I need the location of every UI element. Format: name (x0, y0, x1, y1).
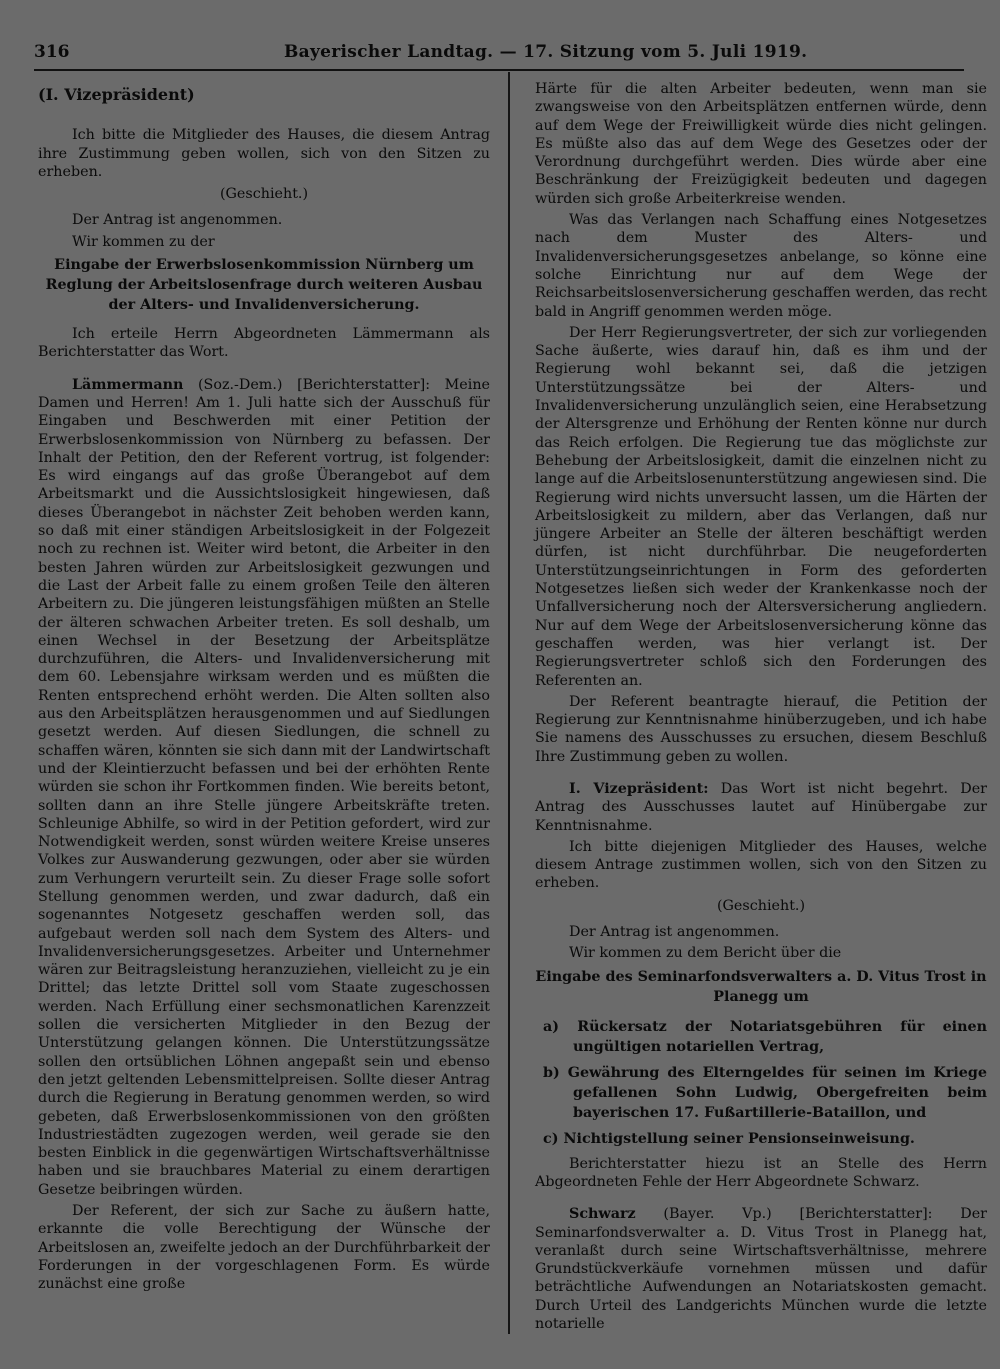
speech-text: Meine Damen und Herren! Am 1. Juli hatte sich der Ausschuß für Eingaben und Beschwerden mit einer Petition der Erwerbslosenkommission von Nürnberg zu befassen. Der Inhalt der Petition, den der Referent vortrug, ist folgender: Es wird eingangs auf das große Überangebot auf dem Arbeitsmarkt und die Aussichtslosigkeit hingewiesen, daß dieses Überangebot in nächster Zeit behoben werden kann, so daß mit einer ständigen Arbeitslosigkeit in der Folgezeit noch zu rechnen ist. Weiter wird betont, die Arbeiter in den besten Jahren würden zur Arbeitslosigkeit gezwungen und die Last der Arbeit falle zu einem großen Teile den älteren Arbeitern zu. Die jüngeren leistungsfähigen müßten an Stelle der älteren schwachen Arbeiter treten. Es soll deshalb, um einen Wechsel in der Besetzung der Arbeitsplätze durchzuführen, die Alters- und Invalidenversicherung mit dem 60. Lebensjahre wirksam werden und es müßten die Renten entsprechend erhöht werden. Die Alten sollten also aus den Arbeitsplätzen herausgenommen und auf Siedlungen gesetzt werden. Auf diesen Siedlungen, die schnell zu schaffen wären, könnten sie sich dann mit der Landwirtschaft und der Kleintierzucht befassen und bei der erhöhten Rente würden sie schon ihr Fortkommen finden. Wie bereits betont, sollten dann an ihre Stelle jüngere Arbeitskräfte treten. Schleunige Abhilfe, so wird in der Petition gefordert, wird zur Notwendigkeit werden, sonst würden weitere Kreise unseres Volkes zur Auswanderung gezwungen, oder aber sie würden zum Verhungern verurteilt sein. Zu dieser Frage solle sofort Stellung genommen werden, und zwar dadurch, daß ein sogenanntes Notgesetz geschaffen werden soll, das aufgebaut werden soll nach dem System des Alters- und Invalidenversicherungsgesetzes. Arbeiter und Unternehmer wären zur Beitragsleistung heranzuziehen, vielleicht zu je ein Drittel; das letzte Drittel soll vom Staate zugeschossen werden. Nach Erfüllung einer sechsmonatlichen Karenzzeit sollen die versicherten Mitglieder in den Bezug der Unterstützung gelangen können. Die Unterstützungssätze sollen den ortsüblichen Löhnen angepaßt sein und ebenso den jetzt geltenden Lebensmittelpreisen. Sollte dieser Antrag durch die Regierung in Beratung genommen werden, so wird gebeten, daß Erwerbslosenkommissionen von den größten Industriestädten zugezogen werden, weil gerade sie den besten Einblick in die gegenwärtigen Wirtschaftsverhältnisse haben und sie brauchbares Material zu einem derartigen Gesetze beibringen würden. (38, 376, 490, 1198)
paragraph: Der Referent beantragte hierauf, die Petition der Regierung zur Kenntnisnahme hinüberzugeben, und ich habe Sie namens des Ausschusses zu ersuchen, diesem Beschluß Ihre Zustimmung geben zu wollen. (535, 693, 987, 765)
paragraph: Ich erteile Herrn Abgeordneten Lämmermann als Berichterstatter das Wort. (38, 326, 490, 361)
paragraph: Der Antrag ist angenommen. (569, 924, 780, 941)
paragraph: Ich bitte diejenigen Mitglieder des Hauses, welche diesem Antrage zustimmen wollen, sich von den Sitzen zu erheben. (535, 838, 987, 892)
speaker-name: Schwarz (569, 1206, 636, 1223)
agenda-item: c) Nichtigstellung seiner Pensionseinweisung. (543, 1130, 915, 1147)
paragraph: Wir kommen zu dem Bericht über die (569, 945, 842, 962)
paragraph: Der Herr Regierungsvertreter, der sich zur vorliegenden Sache äußerte, wies darauf hin, daß es ihm und der Regierung wohl bekannt sei, daß die jetzigen Unterstützungssätze bei der Alters- und Invalidenversicherung unzulänglich seien, eine Herabsetzung der Altersgrenze und Erhöhung der Renten könne nur durch das Reich erfolgen. Die Regierung tue das möglichste zur Behebung der Arbeitslosigkeit, damit die einzelnen nicht zu lange auf die Arbeitslosenunterstützung angewiesen sind. Die Regierung wird nichts unversucht lassen, um die Härten der Arbeitslosigkeit zu mildern, aber das Verlangen, daß nur jüngere Arbeiter an Stelle der älteren beschäftigt werden dürfen, ist nicht durchführbar. Die neugeforderten Unterstützungseinrichtungen in Form des geforderten Notgesetzes ließen sich weder der Krankenkasse noch der Unfallversicherung noch der Altersversicherung angliedern. Nur auf dem Wege der Arbeitslosenversicherung könne das geschaffen werden, was hier verlangt ist. Der Regierungsvertreter schloß sich den Forderungen des Referenten an. (535, 324, 987, 689)
header-rule (34, 69, 964, 71)
paragraph: Der Referent, der sich zur Sache zu äußern hatte, erkannte die volle Berechtigung der Wünsche der Arbeitslosen an, zweifelte jedoch an der Durchführbarkeit der Forderungen in der vorgeschlagenen Form. Es würde zunächst eine große (38, 1203, 490, 1293)
speech-paragraph (535, 780, 987, 835)
paragraph: Härte für die alten Arbeiter bedeuten, wenn man sie zwangsweise von den Arbeitsplätzen entfernen würde, denn auf dem Wege der Freiwilligkeit würde dies nicht gelingen. Es müßte also das auf dem Wege des Gesetzes oder der Verordnung durchgeführt werden. Dies würde aber eine Beschränkung der Freizügigkeit bedeuten und dagegen würden sich große Arbeiterkreise wenden. (535, 81, 987, 207)
running-title: Bayerischer Landtag. — 17. Sitzung vom 5. Juli 1919. (284, 42, 808, 62)
speaker-party: (Soz.-Dem.) [Berichterstatter]: (197, 376, 431, 393)
speaker-name: I. Vizepräsident: (569, 780, 709, 797)
speaker-name: Lämmermann (72, 376, 184, 393)
paragraph: Ich bitte die Mitglieder des Hauses, die diesem Antrag ihre Zustimmung geben wollen, sich von den Sitzen zu erheben. (38, 127, 490, 180)
stage-direction: (Geschieht.) (716, 897, 806, 914)
agenda-item: b) Gewährung des Elterngeldes für seinen im Kriege gefallenen Sohn Ludwig, Obergefreiten beim bayerischen 17. Fußartillerie-Bataillon, und (543, 1064, 987, 1121)
page-header (34, 38, 960, 68)
paragraph: Berichterstatter hiezu ist an Stelle des Herrn Abgeordneten Fehle der Herr Abgeordnete Schwarz. (535, 1155, 987, 1190)
speech-text: Der Seminarfondsverwalter a. D. Vitus Trost in Planegg hat, veranlaßt durch seine Wirtschaftsverhältnisse, mehrere Grundstückverkäufe vornehmen müssen und dafür beträchtliche Aufwendungen an Notariatskosten gemacht. Durch Urteil des Landgerichts München wurde die letzte notarielle (535, 1206, 988, 1333)
page-number: 316 (34, 42, 70, 62)
paragraph: Der Antrag ist angenommen. (72, 212, 283, 229)
stage-direction: (Geschieht.) (219, 186, 309, 203)
speech-paragraph (38, 376, 490, 1199)
agenda-item: a) Rückersatz der Notariatsgebühren für einen ungültigen notariellen Vertrag, (543, 1018, 987, 1055)
paragraph: Was das Verlangen nach Schaffung eines Notgesetzes nach dem Muster des Alters- und Invalidenversicherungsgesetzes anbelange, so könne eine solche Einrichtung nur auf dem Wege der Reichsarbeitslosenversicherung geschaffen werden, das recht bald in Angriff genommen werden möge. (535, 212, 987, 320)
left-column (38, 80, 490, 1297)
paragraph: Wir kommen zu der (72, 233, 215, 250)
section-heading: (I. Vizepräsident) (38, 85, 195, 104)
column-divider (508, 72, 510, 1334)
right-column (535, 80, 987, 1336)
agenda-topic: Eingabe der Erwerbslosenkommission Nürnberg um Reglung der Arbeitslosenfrage durch weiteren Ausbau der Alters- und Invalidenversicherung. (45, 257, 483, 314)
speaker-party: (Bayer. Vp.) [Berichterstatter]: (663, 1206, 933, 1223)
speech-text: Das Wort ist nicht begehrt. Der Antrag des Ausschusses lautet auf Hinübergabe zur Kenntnisnahme. (535, 780, 988, 834)
agenda-topic: Eingabe des Seminarfondsverwalters a. D. Vitus Trost in Planegg um (535, 968, 987, 1005)
speech-paragraph (535, 1205, 987, 1333)
